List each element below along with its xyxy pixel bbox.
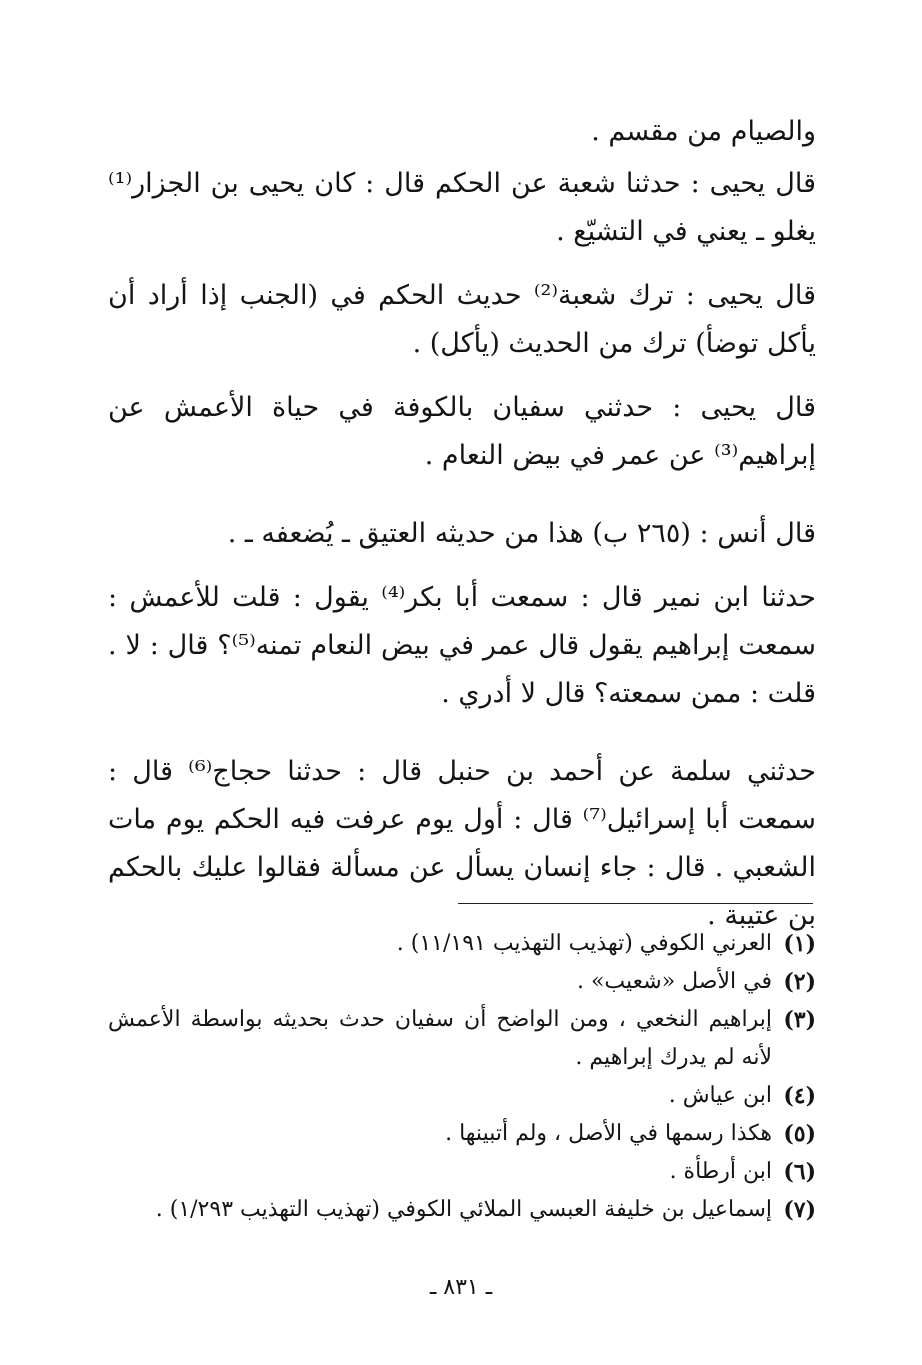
footnote-number: (٤)	[783, 1083, 816, 1109]
paragraph: والصيام من مقسم .	[591, 116, 816, 147]
footnote	[108, 1115, 816, 1153]
footnote-text: إبراهيم النخعي ، ومن الواضح أن سفيان حدث بحديثه بواسطة الأعمش لأنه لم يدرك إبراهيم .	[108, 1007, 772, 1070]
footnote	[108, 1191, 816, 1229]
footnote-number: (٥)	[783, 1121, 816, 1147]
footnote-divider	[458, 903, 813, 904]
paragraph: قال يحيى : ترك شعبة⁽²⁾ حديث الحكم في (الجنب إذا أراد أن يأكل توضأ) ترك من الحديث (يأكل) .	[108, 280, 816, 359]
footnote	[108, 925, 816, 963]
paragraph: قال أنس : (٢٦٥ ب) هذا من حديثه العتيق ـ يُضعفه ـ .	[227, 518, 816, 549]
footnote-text: هكذا رسمها في الأصل ، ولم أتبينها .	[445, 1121, 772, 1146]
footnotes	[108, 925, 816, 1229]
main-text	[108, 108, 816, 940]
paragraph: حدثنا ابن نمير قال : سمعت أبا بكر⁽⁴⁾ يقول : قلت للأعمش : سمعت إبراهيم يقول قال عمر في بيض النعام تمنه⁽⁵⁾؟ قال : لا . قلت : ممن سمعته؟ قال لا أدري .	[108, 582, 816, 709]
footnote	[108, 963, 816, 1001]
footnote-text: ابن عياش .	[668, 1083, 772, 1108]
footnote-number: (٢)	[783, 969, 816, 995]
footnote-number: (٣)	[783, 1007, 816, 1033]
footnote	[108, 1153, 816, 1191]
footnote-number: (١)	[783, 931, 816, 957]
footnote-number: (٧)	[783, 1197, 816, 1223]
footnote-text: إسماعيل بن خليفة العبسي الملائي الكوفي (تهذيب التهذيب ١/٢٩٣) .	[155, 1197, 772, 1222]
footnote-text: في الأصل «شعيب» .	[576, 969, 772, 994]
paragraph: حدثني سلمة عن أحمد بن حنبل قال : حدثنا حجاج⁽⁶⁾ قال : سمعت أبا إسرائيل⁽⁷⁾ قال : أول يوم عرفت فيه الحكم يوم مات الشعبي . قال : جاء إنسان يسأل عن مسألة فقالوا عليك بالحكم بن عتيبة .	[108, 756, 816, 931]
paragraph: قال يحيى : حدثني سفيان بالكوفة في حياة الأعمش عن إبراهيم⁽³⁾ عن عمر في بيض النعام .	[108, 392, 816, 471]
footnote	[108, 1077, 816, 1115]
page-number: ـ ٨٣١ ـ	[429, 1275, 493, 1300]
footnote-text: ابن أرطأة .	[669, 1159, 772, 1184]
footnote-number: (٦)	[783, 1159, 816, 1185]
footnote	[108, 1001, 816, 1077]
paragraph: قال يحيى : حدثنا شعبة عن الحكم قال : كان يحيى بن الجزار⁽¹⁾ يغلو ـ يعني في التشيّع .	[108, 168, 816, 247]
footnote-text: العرني الكوفي (تهذيب التهذيب ١١/١٩١) .	[396, 931, 772, 956]
